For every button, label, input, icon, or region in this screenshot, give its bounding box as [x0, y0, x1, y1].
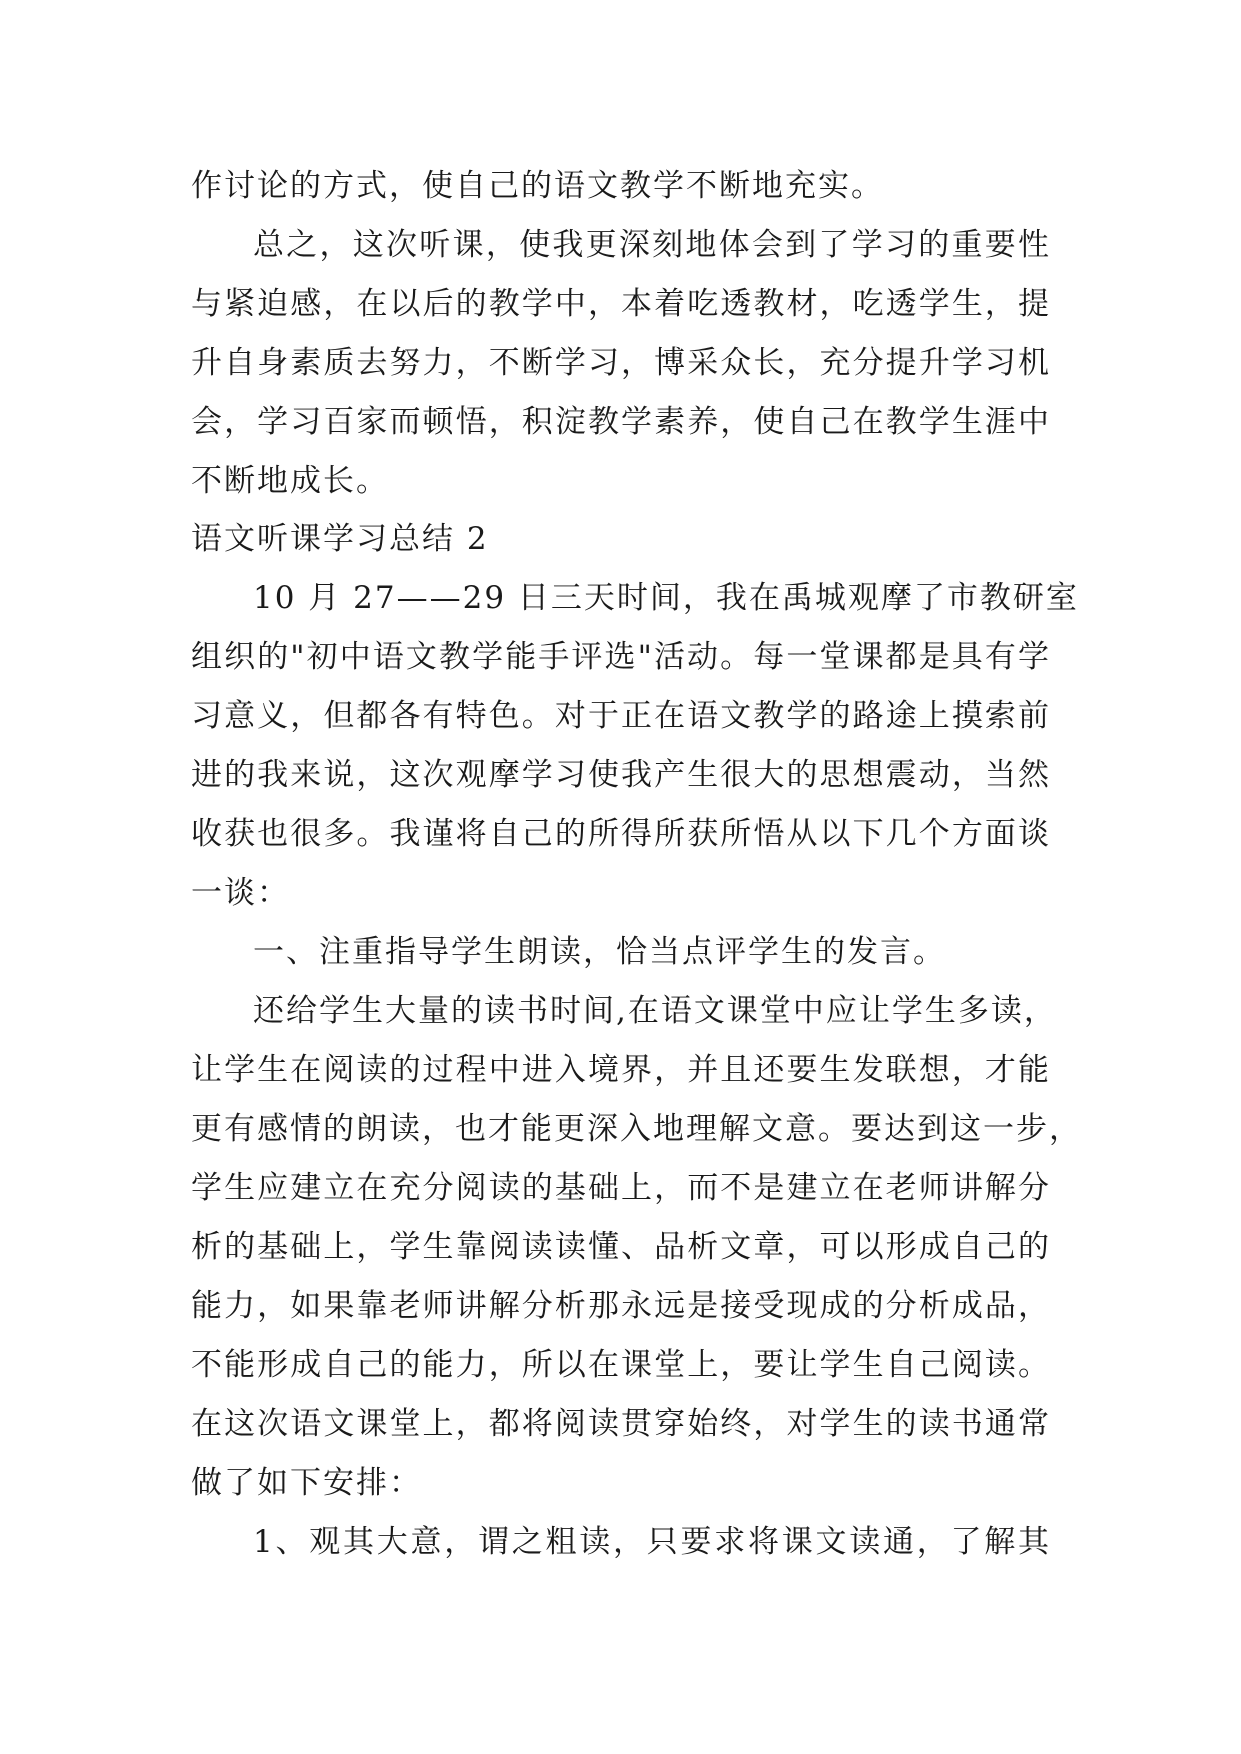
- paragraph-line: 与紧迫感，在以后的教学中，本着吃透教材，吃透学生，提: [191, 286, 1051, 322]
- paragraph-line: 1、观其大意，谓之粗读，只要求将课文读通，了解其: [253, 1524, 1051, 1560]
- paragraph-line: 析的基础上，学生靠阅读读懂、品析文章，可以形成自己的: [191, 1229, 1051, 1265]
- paragraph-line: 升自身素质去努力，不断学习，博采众长，充分提升学习机: [191, 345, 1051, 381]
- section-heading: 语文听课学习总结 2: [191, 521, 489, 557]
- paragraph-line: 作讨论的方式，使自己的语文教学不断地充实。: [191, 168, 884, 204]
- paragraph-line: 让学生在阅读的过程中进入境界，并且还要生发联想，才能: [191, 1052, 1051, 1088]
- paragraph-line: 组织的"初中语文教学能手评选"活动。每一堂课都是具有学: [191, 639, 1051, 675]
- paragraph-line: 不能形成自己的能力，所以在课堂上，要让学生自己阅读。: [191, 1347, 1051, 1383]
- paragraph-line: 进的我来说，这次观摩学习使我产生很大的思想震动，当然: [191, 757, 1051, 793]
- paragraph-line: 更有感情的朗读，也才能更深入地理解文意。要达到这一步，: [191, 1111, 1082, 1147]
- paragraph-line: 会，学习百家而顿悟，积淀教学素养，使自己在教学生涯中: [191, 404, 1051, 440]
- paragraph-line: 做了如下安排：: [191, 1465, 422, 1501]
- subheading-line: 一、注重指导学生朗读，恰当点评学生的发言。: [253, 934, 946, 970]
- paragraph-line: 学生应建立在充分阅读的基础上，而不是建立在老师讲解分: [191, 1170, 1051, 1206]
- paragraph-line: 在这次语文课堂上，都将阅读贯穿始终，对学生的读书通常: [191, 1406, 1051, 1442]
- paragraph-line: 能力，如果靠老师讲解分析那永远是接受现成的分析成品，: [191, 1288, 1051, 1324]
- paragraph-line: 习意义，但都各有特色。对于正在语文教学的路途上摸索前: [191, 698, 1051, 734]
- paragraph-line: 总之，这次听课，使我更深刻地体会到了学习的重要性: [253, 227, 1051, 263]
- paragraph-line: 一谈：: [191, 875, 290, 911]
- paragraph-line: 收获也很多。我谨将自己的所得所获所悟从以下几个方面谈: [191, 816, 1051, 852]
- paragraph-line: 10 月 27——29 日三天时间，我在禹城观摩了市教研室: [253, 580, 1079, 616]
- paragraph-line: 还给学生大量的读书时间,在语文课堂中应让学生多读，: [253, 993, 1057, 1029]
- paragraph-line: 不断地成长。: [191, 463, 389, 499]
